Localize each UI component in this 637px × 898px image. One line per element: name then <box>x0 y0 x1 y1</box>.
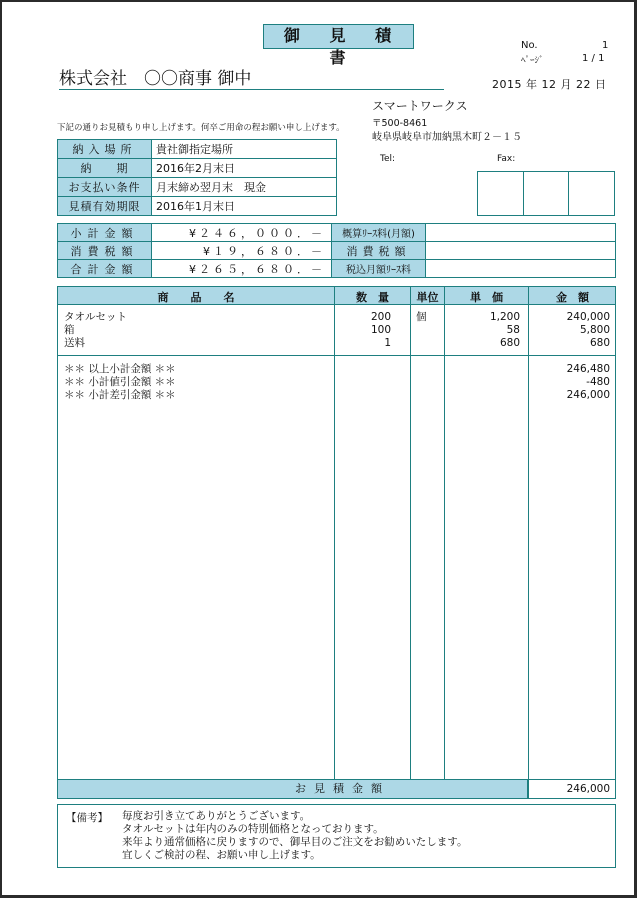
amount-value: ¥１９，６８０．－ <box>152 242 332 260</box>
column-divider <box>410 287 411 779</box>
item-price: 680 <box>499 337 520 349</box>
info-table <box>57 139 337 216</box>
info-label: お支払い条件 <box>58 178 152 197</box>
summary-amount: 246,480 <box>566 363 610 375</box>
lease-value <box>426 260 616 278</box>
remarks-line: タオルセットは年内のみの特別価格となっております。 <box>122 823 384 835</box>
amount-row <box>58 224 616 242</box>
info-value: 月末締め翌月末 現金 <box>152 178 337 197</box>
estimate-page <box>2 2 634 895</box>
lease-value <box>426 224 616 242</box>
remarks-line: 宜しくご検討の程、お願い申し上げます。 <box>122 849 321 861</box>
item-price: 58 <box>506 324 520 336</box>
remarks-lines <box>122 810 467 862</box>
header-unit: 単位 <box>416 291 439 304</box>
estimate-total-label: お見積金額 <box>58 780 528 798</box>
header-price: 単 価 <box>470 291 503 304</box>
amount-row <box>58 260 616 278</box>
page-label: ﾍﾟｰｼﾞ <box>521 56 544 66</box>
page-value: 1 / 1 <box>582 53 605 64</box>
intro-text: 下記の通りお見積もり申し上げます。何卒ご用命の程お願い申し上げます。 <box>57 123 345 133</box>
items-header <box>58 287 615 305</box>
summary-amount: 246,000 <box>566 389 610 401</box>
item-row <box>58 324 615 337</box>
item-qty: 1 <box>384 337 391 349</box>
header-qty: 数 量 <box>356 291 389 304</box>
item-row <box>58 311 615 324</box>
lease-label: 消費税額 <box>332 242 426 260</box>
summary-row <box>58 376 615 389</box>
issuer-postal: 〒500-8461 <box>372 118 428 129</box>
issuer-address: 岐阜県岐阜市加納黒木町２－１５ <box>372 132 522 143</box>
info-row <box>58 159 337 178</box>
column-divider <box>334 287 335 779</box>
no-label: No. <box>521 40 538 51</box>
remarks-tag: 【備考】 <box>66 812 108 824</box>
amounts-table <box>57 223 616 278</box>
item-qty: 200 <box>370 311 391 323</box>
summary-amount: -480 <box>586 376 610 388</box>
amount-label: 小計金額 <box>58 224 152 242</box>
summary-label: ＊＊ 小計値引金額 ＊＊ <box>64 376 176 388</box>
summary-row <box>58 363 615 376</box>
summary-label: ＊＊ 小計差引金額 ＊＊ <box>64 389 176 401</box>
lease-label: 概算ﾘｰｽ料(月額) <box>332 224 426 242</box>
remarks-line: 毎度お引き立てありがとうございます。 <box>122 810 311 822</box>
items-table <box>57 286 616 799</box>
info-label: 納 期 <box>58 159 152 178</box>
stamp-box <box>524 172 570 215</box>
info-value: 2016年1月末日 <box>152 197 337 216</box>
info-value: 2016年2月末日 <box>152 159 337 178</box>
info-row <box>58 178 337 197</box>
issue-date: 2015 年 12 月 22 日 <box>492 78 607 91</box>
item-name: 送料 <box>64 337 85 349</box>
summary-label: ＊＊ 以上小計金額 ＊＊ <box>64 363 176 375</box>
amount-row <box>58 242 616 260</box>
amount-label: 合計金額 <box>58 260 152 278</box>
remarks-line: 来年より通常価格に戻りますので、御早目のご注文をお勧めいたします。 <box>122 836 468 848</box>
info-value: 貴社御指定場所 <box>152 140 337 159</box>
item-name: 箱 <box>64 324 75 336</box>
item-row <box>58 337 615 350</box>
issuer-company: スマートワークス <box>372 99 468 113</box>
fax-label: Fax: <box>497 154 516 164</box>
item-amount: 5,800 <box>579 324 610 336</box>
tel-label: Tel: <box>380 154 396 164</box>
no-value: 1 <box>602 40 609 51</box>
lease-label: 税込月額ﾘｰｽ料 <box>332 260 426 278</box>
info-row <box>58 140 337 159</box>
lease-value <box>426 242 616 260</box>
row-separator <box>58 355 615 356</box>
item-unit: 個 <box>416 311 427 323</box>
info-row <box>58 197 337 216</box>
column-divider <box>444 287 445 779</box>
item-price: 1,200 <box>489 311 520 323</box>
stamp-boxes <box>477 171 615 216</box>
estimate-total-value: 246,000 <box>566 783 610 795</box>
info-label: 見積有効期限 <box>58 197 152 216</box>
stamp-box <box>478 172 524 215</box>
header-name: 商 品 名 <box>157 291 235 304</box>
summary-row <box>58 389 615 402</box>
item-amount: 680 <box>589 337 610 349</box>
item-qty: 100 <box>370 324 391 336</box>
item-amount: 240,000 <box>566 311 610 323</box>
item-name: タオルセット <box>64 311 127 323</box>
estimate-total-row <box>58 779 615 798</box>
amount-value: ¥２６５，６８０．－ <box>152 260 332 278</box>
info-label: 納入場所 <box>58 140 152 159</box>
stamp-box <box>569 172 614 215</box>
amount-label: 消費税額 <box>58 242 152 260</box>
amount-value: ¥２４６，０００．－ <box>152 224 332 242</box>
header-amount: 金 額 <box>556 291 589 304</box>
document-title: 御 見 積 書 <box>263 24 414 49</box>
remarks-box <box>57 804 616 868</box>
customer-name: 株式会社 〇〇商事 御中 <box>59 68 444 90</box>
